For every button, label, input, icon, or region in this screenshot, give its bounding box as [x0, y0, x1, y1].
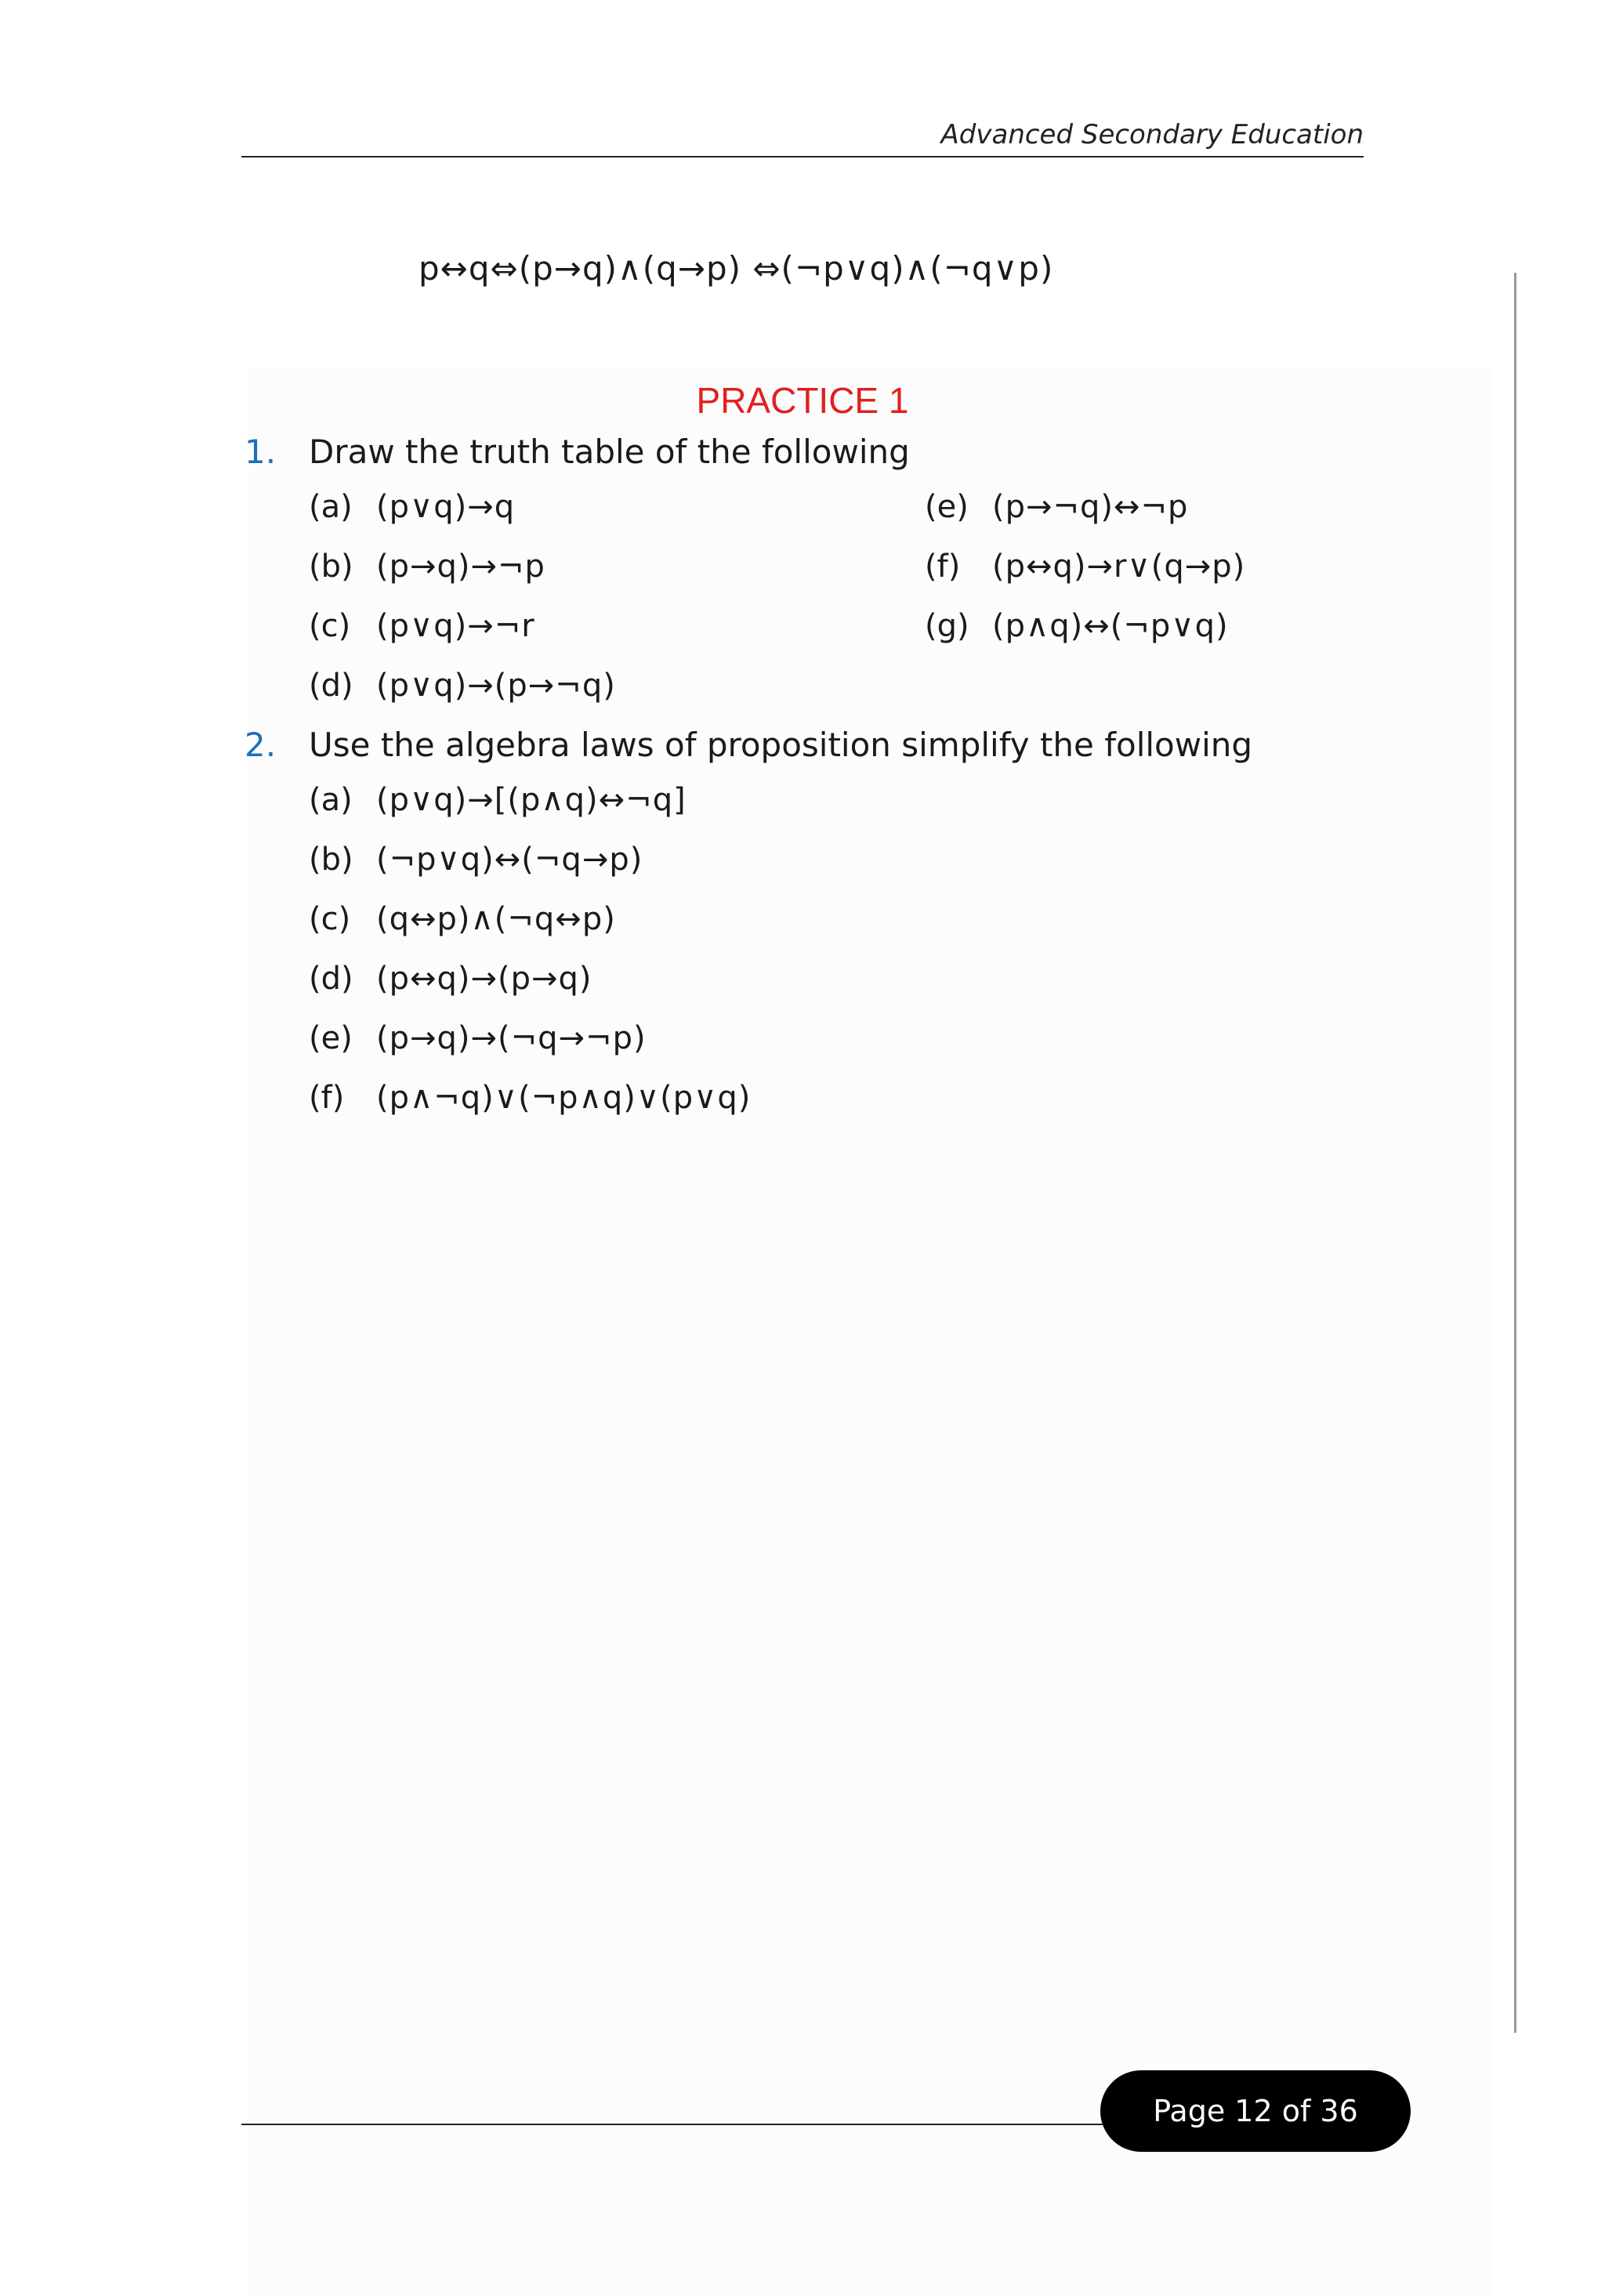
list-item: [309, 668, 616, 704]
item-label: (d): [309, 668, 353, 704]
question-1: [245, 433, 910, 471]
item-label: (e): [309, 1020, 353, 1056]
page-number-badge: [1100, 2070, 1411, 2152]
question-2: [245, 726, 1252, 764]
item-label: (a): [309, 782, 353, 818]
margin-line: [1514, 273, 1516, 2033]
practice-title: PRACTICE 1: [696, 380, 909, 421]
content-background: [249, 368, 1494, 2296]
item-label: (g): [925, 608, 969, 644]
item-label: (a): [309, 489, 353, 525]
list-item: [309, 901, 616, 937]
list-item: [309, 782, 687, 818]
item-expression: (p∨q)→¬r: [376, 608, 535, 644]
question-text: Draw the truth table of the following: [309, 433, 910, 471]
item-expression: (p∨q)→q: [376, 489, 516, 525]
page-number: Page 12 of 36: [1153, 2094, 1358, 2128]
list-item: [309, 608, 535, 644]
list-item: [309, 1020, 647, 1056]
header-rule: [241, 156, 1364, 158]
item-label: (c): [309, 608, 351, 644]
biconditional-formula: p↔q⇔(p→q)∧(q→p) ⇔(¬p∨q)∧(¬q∨p): [418, 249, 1054, 288]
list-item: [925, 489, 1188, 525]
list-item: [925, 608, 1229, 644]
item-expression: (p∨q)→[(p∧q)↔¬q]: [376, 782, 687, 818]
item-expression: (p→¬q)↔¬p: [992, 489, 1189, 525]
item-expression: (p∧¬q)∨(¬p∧q)∨(p∨q): [376, 1080, 752, 1116]
item-expression: (p→q)→(¬q→¬p): [376, 1020, 647, 1056]
footer-rule: [241, 2124, 1129, 2125]
item-expression: (p→q)→¬p: [376, 549, 545, 585]
list-item: [925, 549, 1245, 585]
item-expression: (p↔q)→r∨(q→p): [992, 549, 1246, 585]
item-label: (d): [309, 961, 353, 997]
item-expression: (q↔p)∧(¬q↔p): [376, 901, 616, 937]
item-label: (f): [309, 1080, 345, 1116]
list-item: [309, 961, 592, 997]
item-label: (f): [925, 549, 961, 585]
question-number: 2.: [245, 726, 277, 764]
item-expression: (p↔q)→(p→q): [376, 961, 592, 997]
item-label: (e): [925, 489, 969, 525]
item-expression: (p∧q)↔(¬p∨q): [992, 608, 1229, 644]
question-text: Use the algebra laws of proposition simplify the following: [309, 726, 1253, 764]
item-label: (b): [309, 842, 353, 878]
item-label: (c): [309, 901, 351, 937]
item-expression: (p∨q)→(p→¬q): [376, 668, 616, 704]
list-item: [309, 1080, 751, 1116]
item-label: (b): [309, 549, 353, 585]
list-item: [309, 842, 643, 878]
header-title: Advanced Secondary Education: [940, 119, 1364, 150]
list-item: [309, 549, 545, 585]
item-expression: (¬p∨q)↔(¬q→p): [376, 842, 643, 878]
question-number: 1.: [245, 433, 277, 471]
list-item: [309, 489, 515, 525]
